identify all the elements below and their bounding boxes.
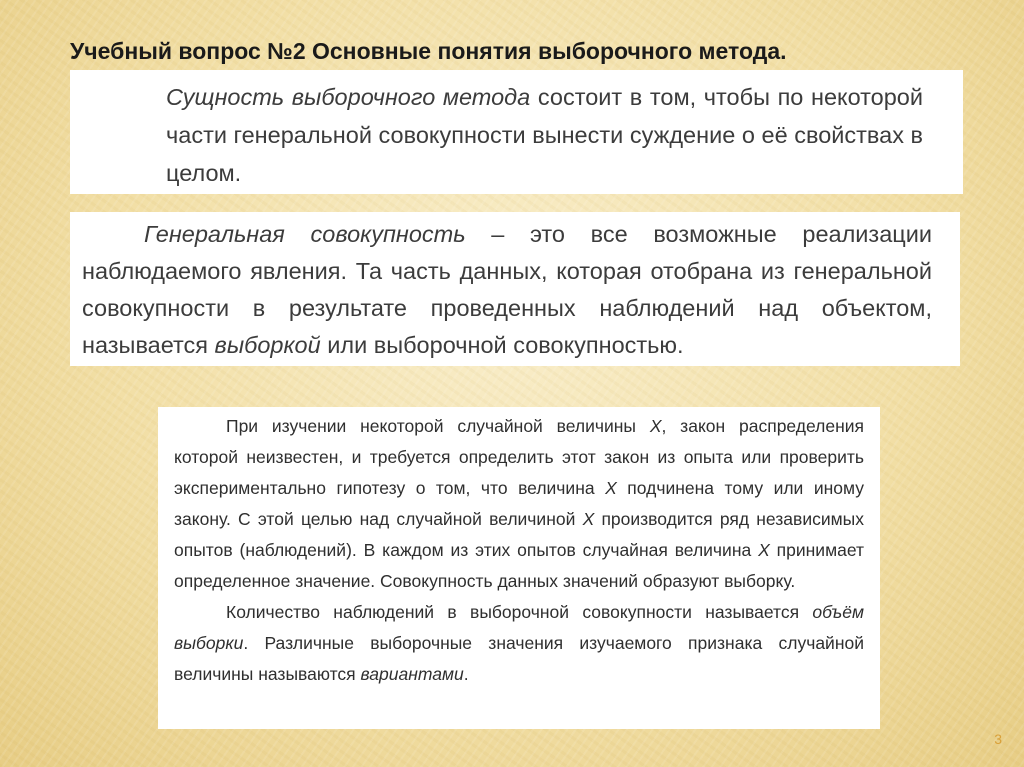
term-sample: выборкой [214,332,321,358]
variable-x: X [582,509,595,529]
term-sample-size: объём выборки [174,602,864,653]
variable-x: X [649,416,662,436]
definition-text: состоит в том, чтобы по некоторой части генеральной совокупности вынести суждение о её свойствах в целом. [166,84,923,186]
slide-title: Учебный вопрос №2 Основные понятия выборочного метода. [70,38,787,64]
definition-paragraph [166,78,923,192]
page-number: 3 [994,731,1002,747]
definition-box-population [70,212,960,366]
text-fragment: . Различные выборочные значения изучаемого признака случайной величины называются [174,633,864,684]
term-sampling-method: Сущность выборочного метода [166,84,531,110]
term-general-population: Генеральная совокупность [144,221,466,247]
definition-text: или выборочной совокупностью. [320,332,684,358]
paragraph-sample-size [174,597,864,690]
text-box-sample-description [158,407,880,729]
text-fragment: При изучении некоторой случайной величины [226,416,650,436]
text-fragment: производится ряд независимых опытов (наблюдений). В каждом из этих опытов случайная величина [174,509,864,560]
text-fragment: Количество наблюдений в выборочной совокупности называется [226,602,813,622]
text-fragment: , закон распределения которой неизвестен, и требуется определить этот закон из опыта или проверить экспериментально гипотезу о том, что величина [174,416,864,498]
paragraph-random-variable [174,411,864,597]
variable-x: X [605,478,617,498]
text-fragment: . [463,664,469,684]
definition-paragraph [82,216,932,364]
definition-text: – это все возможные реализации наблюдаемого явления. Та часть данных, которая отобрана из генеральной совокупности в результате проведенных наблюдений над объектом, называется [82,221,932,358]
text-fragment: подчинена тому или иному закону. С этой целью над случайной величиной [174,478,864,529]
variable-x: X [758,540,770,560]
definition-box-sampling-method [70,70,963,194]
text-fragment: принимает определенное значение. Совокупность данных значений образуют выборку. [174,540,865,591]
term-variants: вариантами [360,664,464,684]
